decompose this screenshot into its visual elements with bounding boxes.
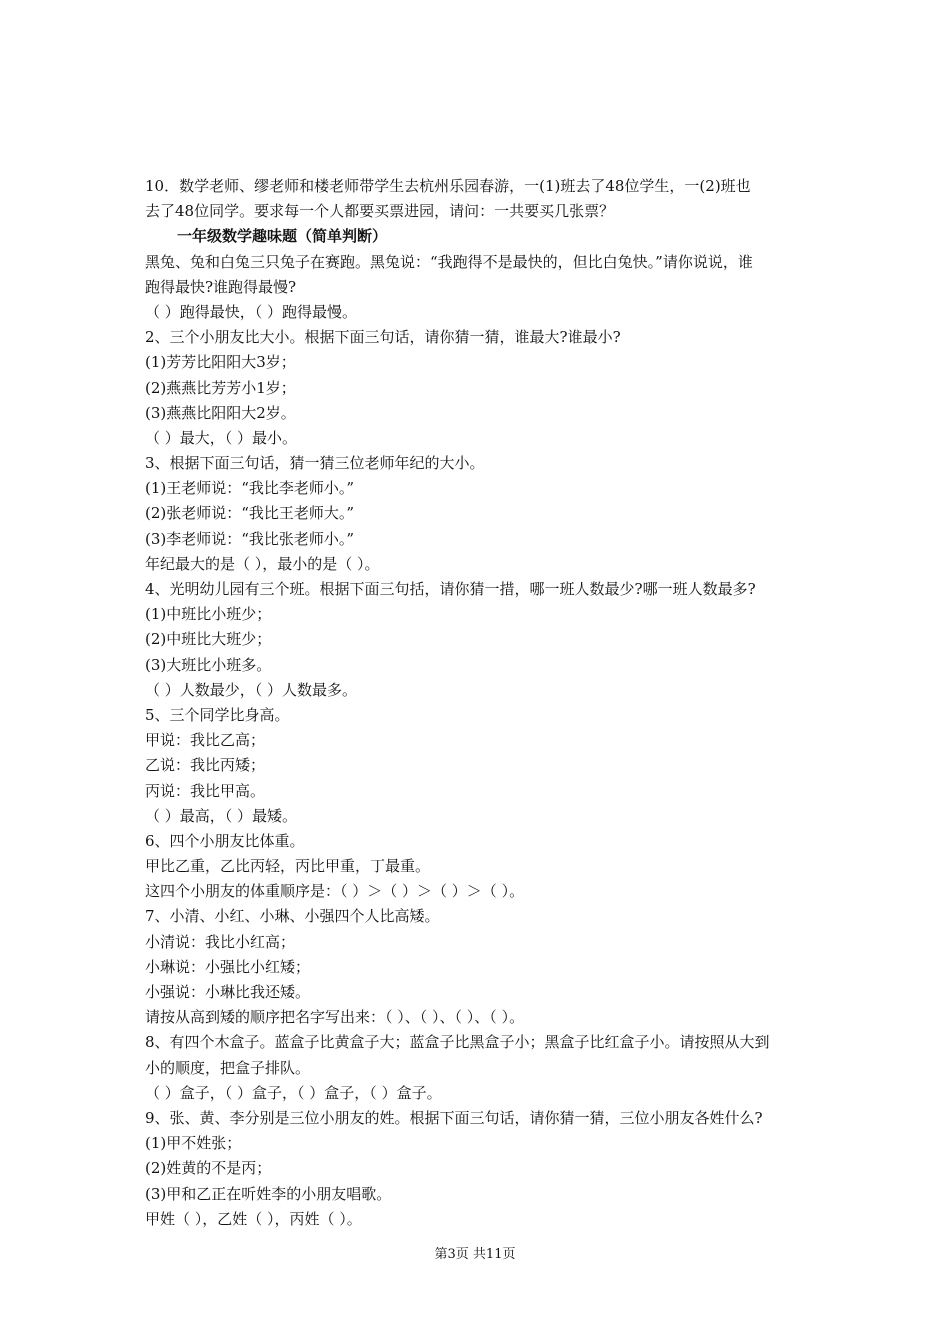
text-line: 小的顺度，把盒子排队。 bbox=[145, 1058, 311, 1077]
text-line: 小清说：我比小红高； bbox=[145, 932, 296, 951]
text-line: (2)姓黄的不是丙； bbox=[145, 1159, 272, 1178]
answer-line: 甲姓（ ），乙姓（ ），丙姓（ ）。 bbox=[145, 1209, 362, 1228]
text-line: 小琳说：小强比小红矮； bbox=[145, 957, 311, 976]
answer-line: （ ）最大，（ ）最小。 bbox=[145, 428, 298, 447]
text-line: 乙说：我比丙矮； bbox=[145, 756, 266, 775]
text-line: (1)甲不姓张； bbox=[145, 1134, 242, 1153]
text-line: (2)张老师说：“我比王老师大。” bbox=[145, 504, 355, 523]
question-line: 3、根据下面三句话，猜一猜三位老师年纪的大小。 bbox=[145, 454, 485, 473]
text-line: (1)中班比小班少； bbox=[145, 605, 272, 624]
text-line: 10．数学老师、缪老师和楼老师带学生去杭州乐园春游，一(1)班去了48位学生，一(2)班也 bbox=[145, 177, 751, 195]
answer-line: （ ）人数最少，（ ）人数最多。 bbox=[145, 680, 358, 699]
text-line: (1)王老师说：“我比李老师小。” bbox=[145, 479, 355, 498]
answer-line: （ ）最高，（ ）最矮。 bbox=[145, 806, 298, 825]
answer-line: 这四个小朋友的体重顺序是：（ ）＞（ ）＞（ ）＞（ ）。 bbox=[145, 882, 525, 901]
text-line: 小强说：小琳比我还矮。 bbox=[145, 983, 311, 1001]
text-line: (3)燕燕比阳阳大2岁。 bbox=[145, 403, 296, 422]
text-line: 跑得最快?谁跑得最慢? bbox=[145, 277, 297, 296]
page-number: 第3页 共11页 bbox=[434, 1247, 516, 1262]
answer-line: 请按从高到矮的顺序把名字写出来：（ ）、（ ）、（ ）、（ ）。 bbox=[145, 1008, 525, 1027]
text-line: 甲说：我比乙高； bbox=[145, 731, 266, 750]
text-line: 丙说：我比甲高。 bbox=[145, 781, 266, 800]
question-line: 5、三个同学比身高。 bbox=[145, 705, 290, 724]
document-body bbox=[145, 174, 815, 1232]
text-line: 黑兔、兔和白兔三只兔子在赛跑。黑兔说：“我跑得不是最快的，但比白兔快。”请你说说，谁 bbox=[145, 252, 753, 271]
question-line: 8、有四个木盒子。蓝盒子比黄盒子大；蓝盒子比黑盒子小；黑盒子比红盒子小。请按照从大到 bbox=[145, 1033, 770, 1052]
text-line: 去了48位同学。要求每一个人都要买票进园，请问：一共要买几张票？ bbox=[145, 202, 615, 221]
question-line: 4、光明幼儿园有三个班。根据下面三句括，请你猜一措，哪一班人数最少?哪一班人数最多? bbox=[145, 580, 756, 598]
text-line: (3)李老师说：“我比张老师小。” bbox=[145, 529, 355, 548]
question-line: 9、张、黄、李分别是三位小朋友的姓。根据下面三句话，请你猜一猜，三位小朋友各姓什么? bbox=[145, 1108, 763, 1127]
section-heading: 一年级数学趣味题（简单判断） bbox=[177, 227, 388, 246]
text-line: (3)大班比小班多。 bbox=[145, 655, 272, 674]
answer-line: 年纪最大的是（ ），最小的是（ ）。 bbox=[145, 554, 380, 573]
question-line: 2、三个小朋友比大小。根据下面三句话，请你猜一猜，谁最大?谁最小? bbox=[145, 328, 621, 347]
text-line: (2)燕燕比芳芳小1岁； bbox=[145, 378, 296, 397]
text-line: 甲比乙重，乙比丙轻，丙比甲重，丁最重。 bbox=[145, 857, 431, 876]
text-line: (1)芳芳比阳阳大3岁； bbox=[145, 353, 296, 372]
question-line: 6、四个小朋友比体重。 bbox=[145, 831, 305, 850]
answer-line: （ ）跑得最快，（ ）跑得最慢。 bbox=[145, 302, 358, 321]
answer-line: （ ）盒子，（ ）盒子，（ ）盒子，（ ）盒子。 bbox=[145, 1083, 442, 1102]
question-line: 7、小清、小红、小琳、小强四个人比高矮。 bbox=[145, 907, 440, 926]
text-line: (3)甲和乙正在听姓李的小朋友唱歌。 bbox=[145, 1184, 392, 1203]
text-line: (2)中班比大班少； bbox=[145, 630, 272, 649]
